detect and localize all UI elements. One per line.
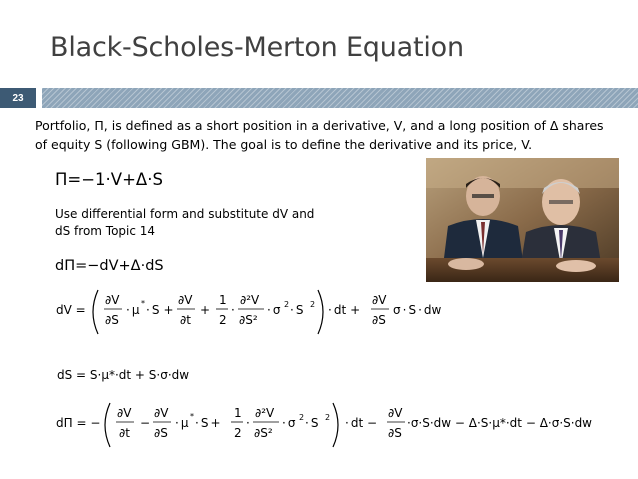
svg-text:·S+: · S + [146, 303, 174, 317]
svg-text:−: − [140, 416, 151, 430]
svg-text:·S+: · S + [195, 416, 221, 430]
portfolio-equation: Π=−1·V+Δ·S [55, 170, 163, 189]
svg-text:∂V: ∂V [178, 293, 193, 307]
svg-text:·μ: · μ [175, 416, 189, 430]
note-text: Use differential form and substitute dV and dS from Topic 14 [55, 207, 315, 238]
dpi-full-equation [50, 395, 630, 455]
svg-text:∂V: ∂V [388, 406, 403, 420]
dv-lhs: dV = [56, 303, 86, 317]
dpi-equation: dΠ=−dV+Δ·dS [55, 258, 164, 274]
photo-two-men-icon [426, 158, 619, 282]
svg-text:·dt −: · dt − [345, 416, 378, 430]
svg-text:∂S: ∂S [154, 426, 168, 440]
intro-text: Portfolio, Π, is defined as a short position in a derivative, V, and a long position of Δ shares of equity S (following GBM). The goal is to define the derivative and its price, V. [35, 118, 604, 152]
svg-text:*: * [141, 299, 145, 308]
svg-text:*: * [190, 412, 194, 421]
svg-text:∂S: ∂S [372, 313, 386, 327]
svg-text:·S: · S [305, 416, 319, 430]
svg-text:∂t: ∂t [180, 313, 191, 327]
svg-text:σ·S·dw: σ · S · dw [393, 303, 442, 317]
svg-text:2: 2 [284, 300, 290, 309]
svg-text:∂V: ∂V [105, 293, 120, 307]
header-bar [42, 88, 638, 108]
svg-text:·: · [246, 416, 250, 430]
svg-text:·: · [231, 303, 235, 317]
slide-title: Black-Scholes-Merton Equation [50, 32, 464, 63]
svg-text:·S: · S [290, 303, 304, 317]
svg-text:∂t: ∂t [119, 426, 130, 440]
svg-text:·dt+: · dt + [328, 303, 361, 317]
svg-text:2: 2 [299, 413, 305, 422]
svg-text:·σ: · σ [282, 416, 296, 430]
svg-text:·σ·S·dw − Δ·S·μ*·dt − Δ·σ·S·dw: ·σ·S·dw − Δ·S·μ*·dt − Δ·σ·S·dw [407, 416, 592, 430]
svg-text:+: + [200, 303, 211, 317]
slide-number: 23 [0, 88, 36, 108]
svg-text:2: 2 [219, 313, 227, 327]
svg-text:1: 1 [234, 406, 242, 420]
svg-text:2: 2 [310, 300, 316, 309]
svg-text:2: 2 [234, 426, 242, 440]
svg-text:∂²V: ∂²V [240, 293, 260, 307]
svg-text:·μ: · μ [126, 303, 140, 317]
dv-equation [50, 282, 470, 342]
svg-text:dΠ = −: dΠ = − [56, 416, 101, 430]
svg-text:∂V: ∂V [372, 293, 387, 307]
svg-text:∂S: ∂S [388, 426, 402, 440]
svg-text:∂S: ∂S [105, 313, 119, 327]
photo-image [426, 158, 619, 282]
svg-text:∂V: ∂V [117, 406, 132, 420]
svg-text:∂V: ∂V [154, 406, 169, 420]
svg-text:2: 2 [325, 413, 331, 422]
svg-text:∂²V: ∂²V [255, 406, 275, 420]
svg-text:∂S²: ∂S² [254, 426, 273, 440]
svg-text:·σ: · σ [267, 303, 281, 317]
svg-text:1: 1 [219, 293, 227, 307]
svg-text:∂S²: ∂S² [239, 313, 258, 327]
ds-equation: dS = S·μ*·dt + S·σ·dw [57, 368, 190, 382]
